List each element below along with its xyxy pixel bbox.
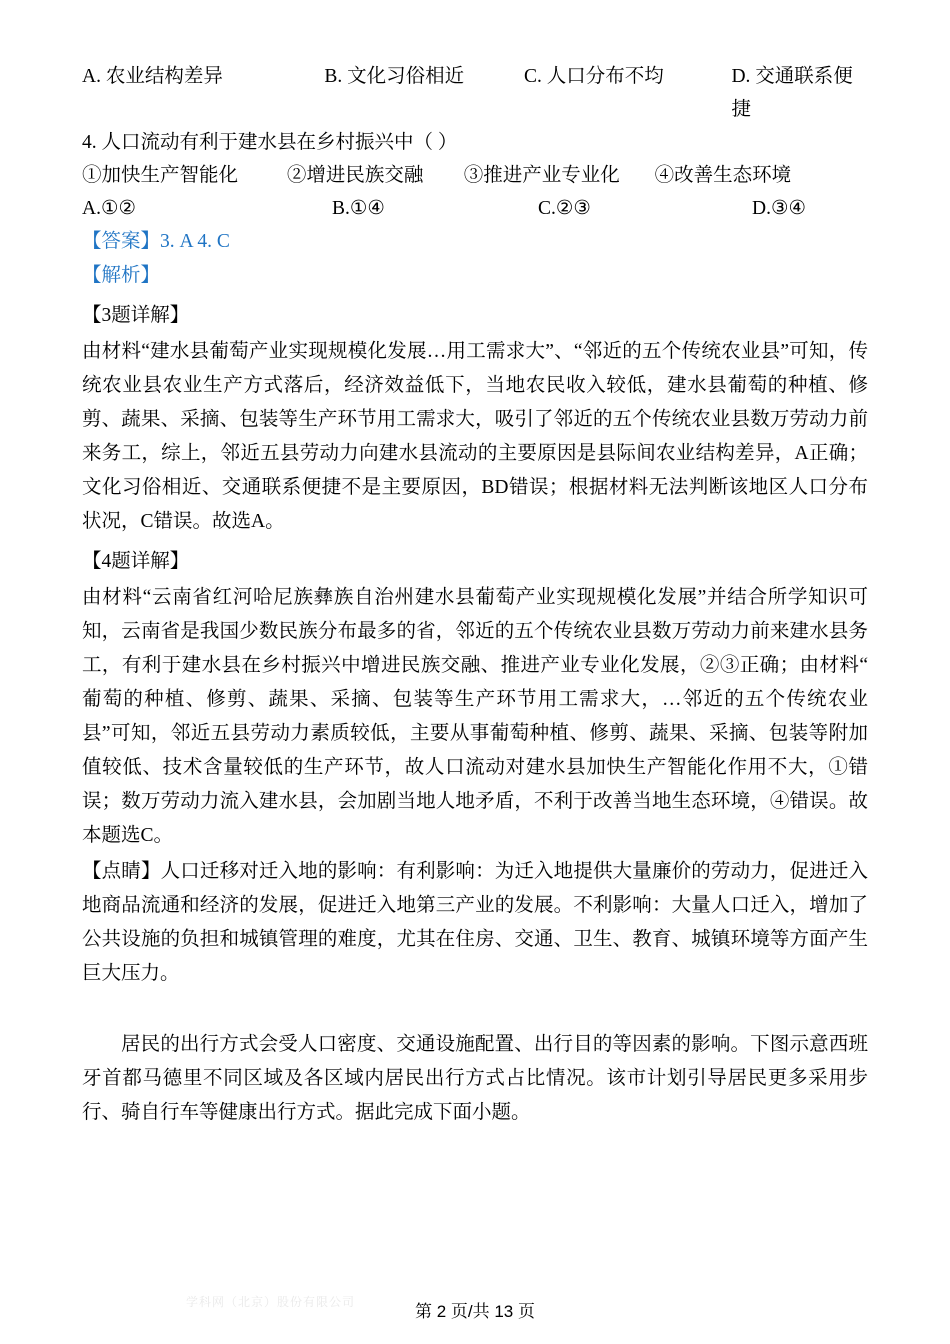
page-footer: 第 2 页/共 13 页	[415, 1302, 535, 1321]
dianjing-title: 【点睛】	[82, 861, 161, 882]
question4-options-row	[82, 192, 868, 225]
material-paragraph: 居民的出行方式会受人口密度、交通设施配置、出行目的等因素的影响。下图示意西班牙首都马德里不同区域及各区域内居民出行方式占比情况。该市计划引导居民更多采用步行、骑自行车等健康出行方式。据此完成下面小题。	[82, 1033, 868, 1123]
analysis-label: 【解析】	[82, 265, 161, 286]
dianjing-body: 人口迁移对迁入地的影响：有利影响：为迁入地提供大量廉价的劳动力，促进迁入地商品流通和经济的发展，促进迁入地第三产业的发展。不利影响：大量人口迁入，增加了公共设施的负担和城镇管理的难度，尤其在住房、交通、卫生、教育、城镇环境等方面产生巨大压力。	[82, 861, 868, 984]
question3-option-b: B. 文化习俗相近	[324, 66, 465, 87]
detail3-title: 【3题详解】	[82, 305, 190, 326]
question4-option-b: B.①④	[332, 198, 385, 219]
question4-item-4: ④改善生态环境	[654, 165, 792, 186]
question4-item-2: ②增进民族交融	[286, 165, 424, 186]
dianjing-block	[82, 855, 868, 991]
watermark: 学科网（北京）股份有限公司	[186, 1295, 356, 1309]
detail4-title: 【4题详解】	[82, 551, 190, 572]
question4-items-row	[82, 159, 868, 192]
question4-stem: 4. 人口流动有利于建水县在乡村振兴中（ ）	[82, 132, 458, 153]
section-spacer	[82, 991, 868, 1027]
detail4-body: 由材料“云南省红河哈尼族彝族自治州建水县葡萄产业实现规模化发展”并结合所学知识可知，云南省是我国少数民族分布最多的省，邻近的五个传统农业县数万劳动力前来建水县务工，有利于建水县在乡村振兴中增进民族交融、推进产业专业化发展，②③正确；由材料“ 葡萄的种植、修剪、蔬果、采摘、包装等生产环节用工需求大，…邻近的五个传统农业县”可知，邻近五县劳动力素质较低，主要从事葡萄种植、修剪、蔬果、采摘、包装等附加值较低、技术含量较低的生产环节，故人口流动对建水县加快生产智能化作用不大，①错误；数万劳动力流入建水县，会加剧当地人地矛盾，不利于改善当地生态环境，④错误。故本题选C。	[82, 587, 908, 846]
question3-option-a: A. 农业结构差异	[82, 66, 223, 87]
question3-options-row	[82, 60, 868, 126]
question4-item-3: ③推进产业专业化	[463, 165, 620, 186]
question4-option-a: A.①②	[82, 198, 136, 219]
question4-item-1: ①加快生产智能化	[82, 165, 239, 186]
question3-option-c: C. 人口分布不均	[524, 66, 664, 87]
question4-option-c: C.②③	[538, 198, 591, 219]
answer-line: 【答案】3. A 4. C	[82, 231, 230, 252]
question4-option-d: D.③④	[752, 198, 806, 219]
detail3-body: 由材料“建水县葡萄产业实现规模化发展…用工需求大”、“邻近的五个传统农业县”可知，传统农业县农业生产方式落后，经济效益低下，当地农民收入较低，建水县葡萄的种植、修剪、蔬果、采摘、包装等生产环节用工需求大，吸引了邻近的五个传统农业县数万劳动力前来务工，综上，邻近五县劳动力向建水县流动的主要原因是县际间农业结构差异，A正确；文化习俗相近、交通联系便捷不是主要原因，BD错误；根据材料无法判断该地区人口分布状况，C错误。故选A。	[82, 341, 868, 532]
question3-option-d: D. 交通联系便捷	[731, 66, 853, 120]
